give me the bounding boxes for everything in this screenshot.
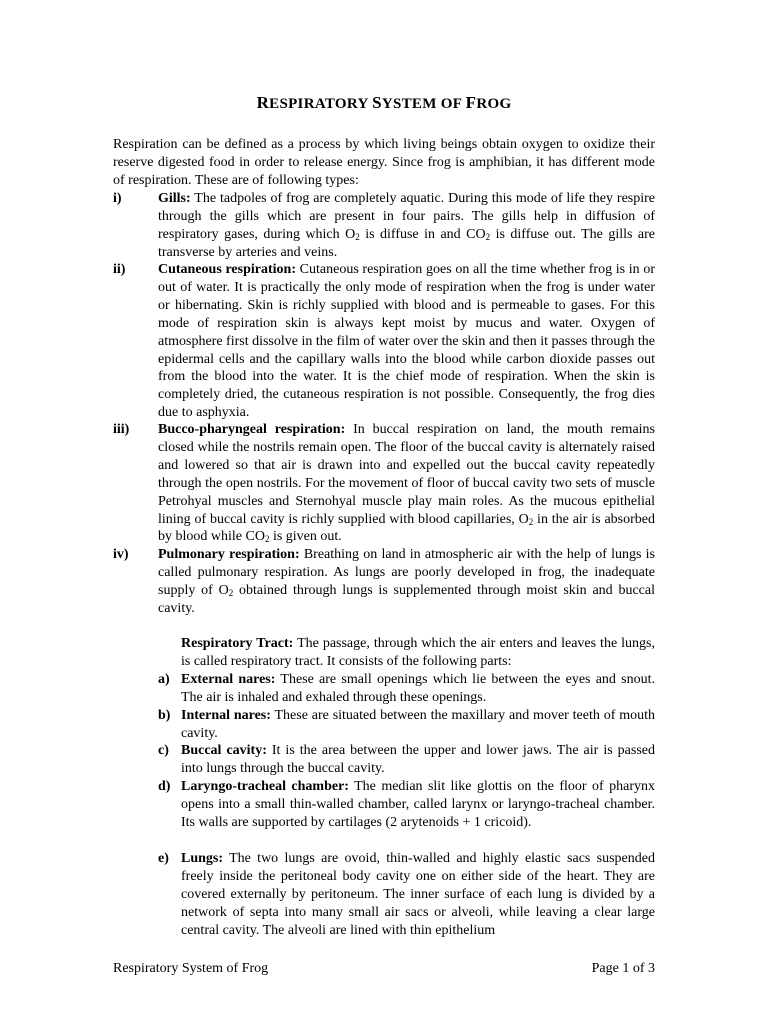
part-lungs xyxy=(158,850,655,940)
mode-text: Cutaneous respiration: Cutaneous respiration goes on all the time whether frog is in or out of water. It is practically the only mode of respiration when the frog is under water or hibernating. Skin is richly supplied with blood and is permeable to gases. For this mode of respiration skin is always kept moist by mucus and water. Oxygen of atmosphere first dissolve in the film of water over the skin and then it passes through the epidermal cells and the capillary walls into the blood while carbon dioxide passes out from the blood into the water. It is the chief mode of respiration. When the skin is completely dried, the cutaneous respiration is not possible. Consequently, the frog dies due to asphyxia. xyxy=(158,262,655,421)
intro-paragraph: Respiration can be defined as a process by which living beings obtain oxygen to oxidize their reserve digested food in order to release energy. Since frog is amphibian, it has different mode of respiration. These are of following types: xyxy=(113,137,655,188)
list-letter: c) xyxy=(158,743,169,758)
part-text: External nares: These are small openings which lie between the eyes and snout. The air is inhaled and exhaled through these openings. xyxy=(181,672,655,705)
part-internal-nares xyxy=(158,707,655,743)
mode-text: Bucco-pharyngeal respiration: In buccal respiration on land, the mouth remains closed while the nostrils remain open. The floor of the buccal cavity is alternately raised and lowered so that air is drawn into and expelled out the buccal cavity repeatedly through the open nostrils. For the movement of floor of buccal cavity two sets of muscle Petrohyal muscles and Sternohyal muscle play main roles. As the mucous epithelial lining of buccal cavity is richly supplied with blood capillaries, $O_2$ in the air is absorbed by blood while $CO_2$ is given out. xyxy=(158,422,655,545)
list-letter: a) xyxy=(158,672,170,687)
part-text: Internal nares: These are situated between the maxillary and mover teeth of mouth cavity. xyxy=(181,708,655,741)
list-letter: e) xyxy=(158,851,169,866)
list-number: ii) xyxy=(113,262,126,277)
part-text: Lungs: The two lungs are ovoid, thin-walled and highly elastic sacs suspended freely inside the peritoneal body cavity one on either side of the heart. They are covered externally by peritoneum. The inner surface of each lung is divided by a network of septa into many small air sacs or alveoli, while leaving a clear large central cavity. The alveoli are lined with thin epithelium xyxy=(181,851,655,938)
respiratory-tract-intro: Respiratory Tract: The passage, through which the air enters and leaves the lungs, is called respiratory tract. It consists of the following parts: xyxy=(181,636,655,669)
list-number: i) xyxy=(113,191,122,206)
part-laryngo-tracheal-chamber xyxy=(158,778,655,832)
mode-text: Gills: The tadpoles of frog are completely aquatic. During this mode of life they respire through the gills which are present in four pairs. The gills help in diffusion of respiratory gases, during which $O_2$ is diffuse in and $CO_2$ is diffuse out. The gills are transverse by arteries and veins. xyxy=(158,191,656,260)
mode-pulmonary xyxy=(113,546,655,618)
list-number: iv) xyxy=(113,547,129,562)
page-title: RESPIRATORY SYSTEM OF FROG xyxy=(256,93,512,112)
footer-title: Respiratory System of Frog xyxy=(113,961,269,976)
part-external-nares xyxy=(158,671,655,707)
mode-gills xyxy=(113,190,655,262)
list-letter: b) xyxy=(158,708,171,723)
part-text: Buccal cavity: It is the area between the upper and lower jaws. The air is passed into lungs through the buccal cavity. xyxy=(181,743,655,776)
mode-cutaneous xyxy=(113,261,655,422)
mode-text: Pulmonary respiration: Breathing on land in atmospheric air with the help of lungs is called pulmonary respiration. As lungs are poorly developed in frog, the inadequate supply of $O_2$ obtained through lungs is supplemented through moist skin and buccal cavity. xyxy=(158,547,655,616)
list-letter: d) xyxy=(158,779,171,794)
page-number: Page 1 of 3 xyxy=(591,961,655,976)
part-buccal-cavity xyxy=(158,742,655,778)
mode-bucco-pharyngeal xyxy=(113,421,655,546)
part-text: Laryngo-tracheal chamber: The median slit like glottis on the floor of pharynx opens into a small thin-walled chamber, called larynx or laryngo-tracheal chamber. Its walls are supported by cartilages (2 arytenoids + 1 cricoid). xyxy=(181,779,655,830)
list-number: iii) xyxy=(113,422,130,437)
